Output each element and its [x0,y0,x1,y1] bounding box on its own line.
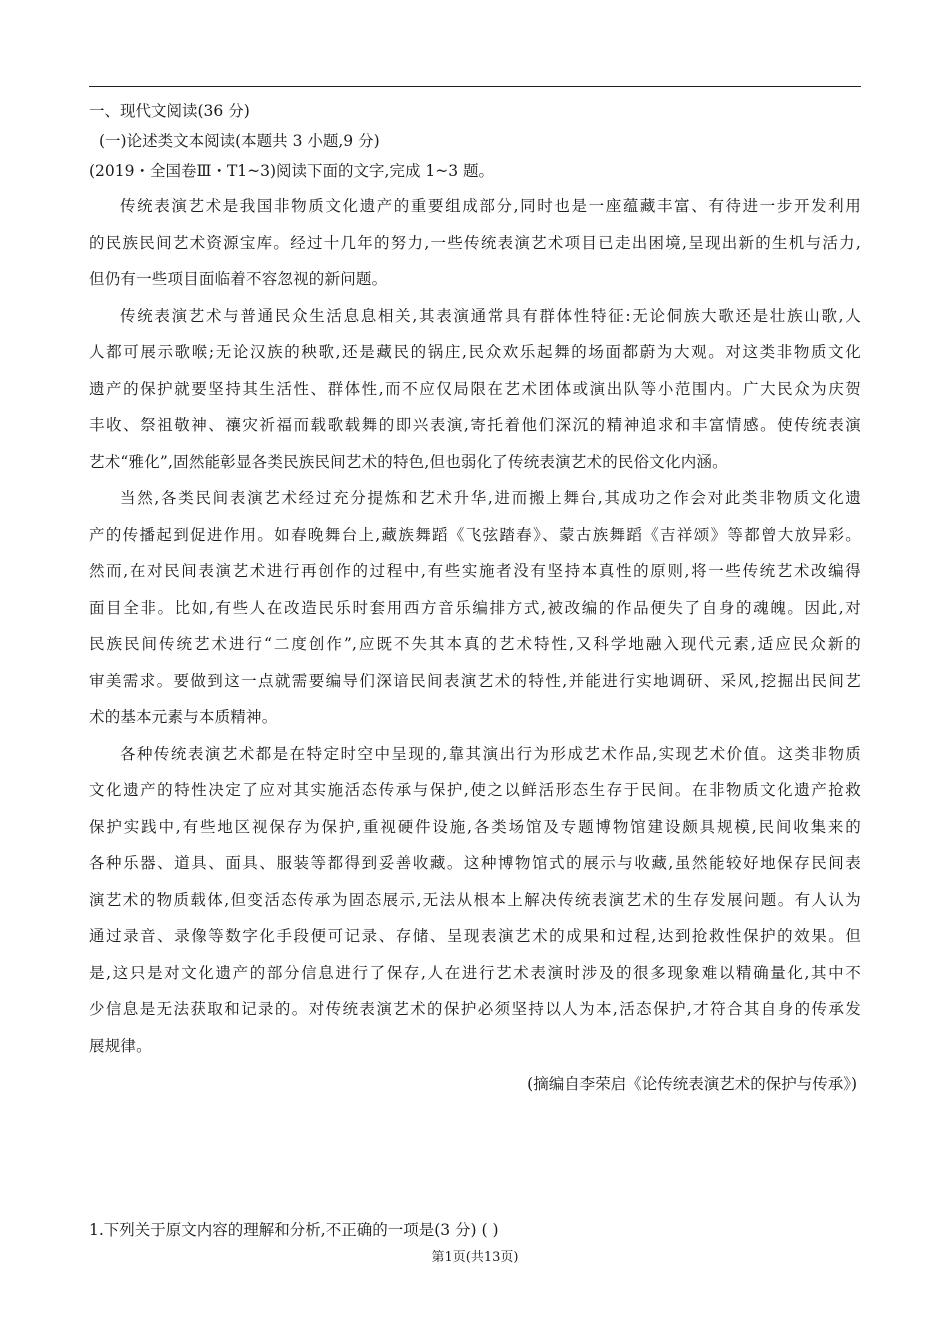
text-line: 传统表演艺术与普通民众生活息息相关,其表演通常具有群体性特征:无论侗族大歌还是壮族山歌,人 [120,306,861,325]
text-line: 通过录音、录像等数字化手段便可记录、存储、呈现表演艺术的成果和过程,达到抢救性保护的效果。但 [89,927,861,945]
section-subtitle: (一)论述类文本阅读(本题共 3 小题,9 分) [99,132,380,150]
page-footer: 第1页(共13页) [431,1250,519,1265]
text-line: 演艺术的物质载体,但变活态传承为固态展示,无法从根本上解决传统表演艺术的生存发展问题。有人认为 [89,890,861,909]
text-line: 面目全非。比如,有些人在改造民乐时套用西方音乐编排方式,被改编的作品便失了自身的魂魄。因此,对 [89,598,861,617]
document-body [89,96,861,1102]
text-line: 保护实践中,有些地区视保存为保护,重视硬件设施,各类场馆及专题博物馆建设颇具规模,民间收集来的 [89,817,861,836]
text-line: 文化遗产的特性决定了应对其实施活态传承与保护,使之以鲜活形态生存于民间。在非物质文化遗产抢救 [89,781,861,799]
text-line: 当然,各类民间表演艺术经过充分提炼和艺术升华,进而搬上舞台,其成功之作会对此类非物质文化遗 [120,489,861,507]
text-line: 各种乐器、道具、面具、服装等都得到妥善收藏。这种博物馆式的展示与收藏,虽然能较好地保存民间表 [89,854,861,872]
text-line: 传统表演艺术是我国非物质文化遗产的重要组成部分,同时也是一座蕴藏丰富、有待进一步开发利用 [120,197,861,215]
text-line: 民族民间传统艺术进行“二度创作”,应既不失其本真的艺术特性,又科学地融入现代元素,适应民众新的 [89,635,861,653]
article [89,188,861,1064]
question-1: 1.下列关于原文内容的理解和分析,不正确的一项是(3 分) ( ) [89,1221,499,1239]
text-line: 各种传统表演艺术都是在特定时空中呈现的,靠其演出行为形成艺术作品,实现艺术价值。这类非物质 [120,744,861,763]
reading-instruction: (2019・全国卷Ⅲ・T1~3)阅读下面的文字,完成 1~3 题。 [89,162,495,180]
text-line: 然而,在对民间表演艺术进行再创作的过程中,有些实施者没有坚持本真性的原则,将一些传统艺术改编得 [89,562,861,580]
text-line: 丰收、祭祖敬神、禳灾祈福而载歌载舞的即兴表演,寄托着他们深沉的精神追求和丰富情感。使传统表演 [89,416,861,434]
article-source: (摘编自李荣启《论传统表演艺术的保护与传承》) [527,1075,857,1093]
text-line: 展规律。 [89,1036,152,1055]
article-paragraph-3 [89,480,861,736]
text-line: 艺术“雅化”,固然能彰显各类民族民间艺术的特色,但也弱化了传统表演艺术的民俗文化内涵。 [89,452,728,471]
text-line: 遗产的保护就要坚持其生活性、群体性,而不应仅局限在艺术团体或演出队等小范围内。广大民众为庆贺 [89,379,861,398]
text-line: 的民族民间艺术资源宝库。经过十几年的努力,一些传统表演艺术项目已走出困境,呈现出新的生机与活力, [89,233,861,252]
text-line: 人都可展示歌喉;无论汉族的秧歌,还是藏民的锅庄,民众欢乐起舞的场面都蔚为大观。对这类非物质文化 [89,343,861,361]
section-title: 一、现代文阅读(36 分) [89,102,250,120]
article-paragraph-1 [89,188,861,298]
text-line: 少信息是无法获取和记录的。对传统表演艺术的保护必须坚持以人为本,活态保护,才符合其自身的传承发 [89,1000,861,1018]
text-line: 审美需求。要做到这一点就需要编导们深谙民间表演艺术的特性,并能进行实地调研、采风,挖掘出民间艺 [89,671,861,690]
header-rule [89,86,861,87]
article-paragraph-2 [89,298,861,481]
text-line: 但仍有一些项目面临着不容忽视的新问题。 [89,270,388,288]
article-paragraph-4 [89,736,861,1065]
text-line: 产的传播起到促进作用。如春晚舞台上,藏族舞蹈《飞弦踏春》、蒙古族舞蹈《吉祥颂》等都曾大放异彩。 [89,525,861,544]
text-line: 是,这只是对文化遗产的部分信息进行了保存,人在进行艺术表演时涉及的很多现象难以精确量化,其中不 [89,963,861,982]
text-line: 术的基本元素与本质精神。 [89,708,278,726]
